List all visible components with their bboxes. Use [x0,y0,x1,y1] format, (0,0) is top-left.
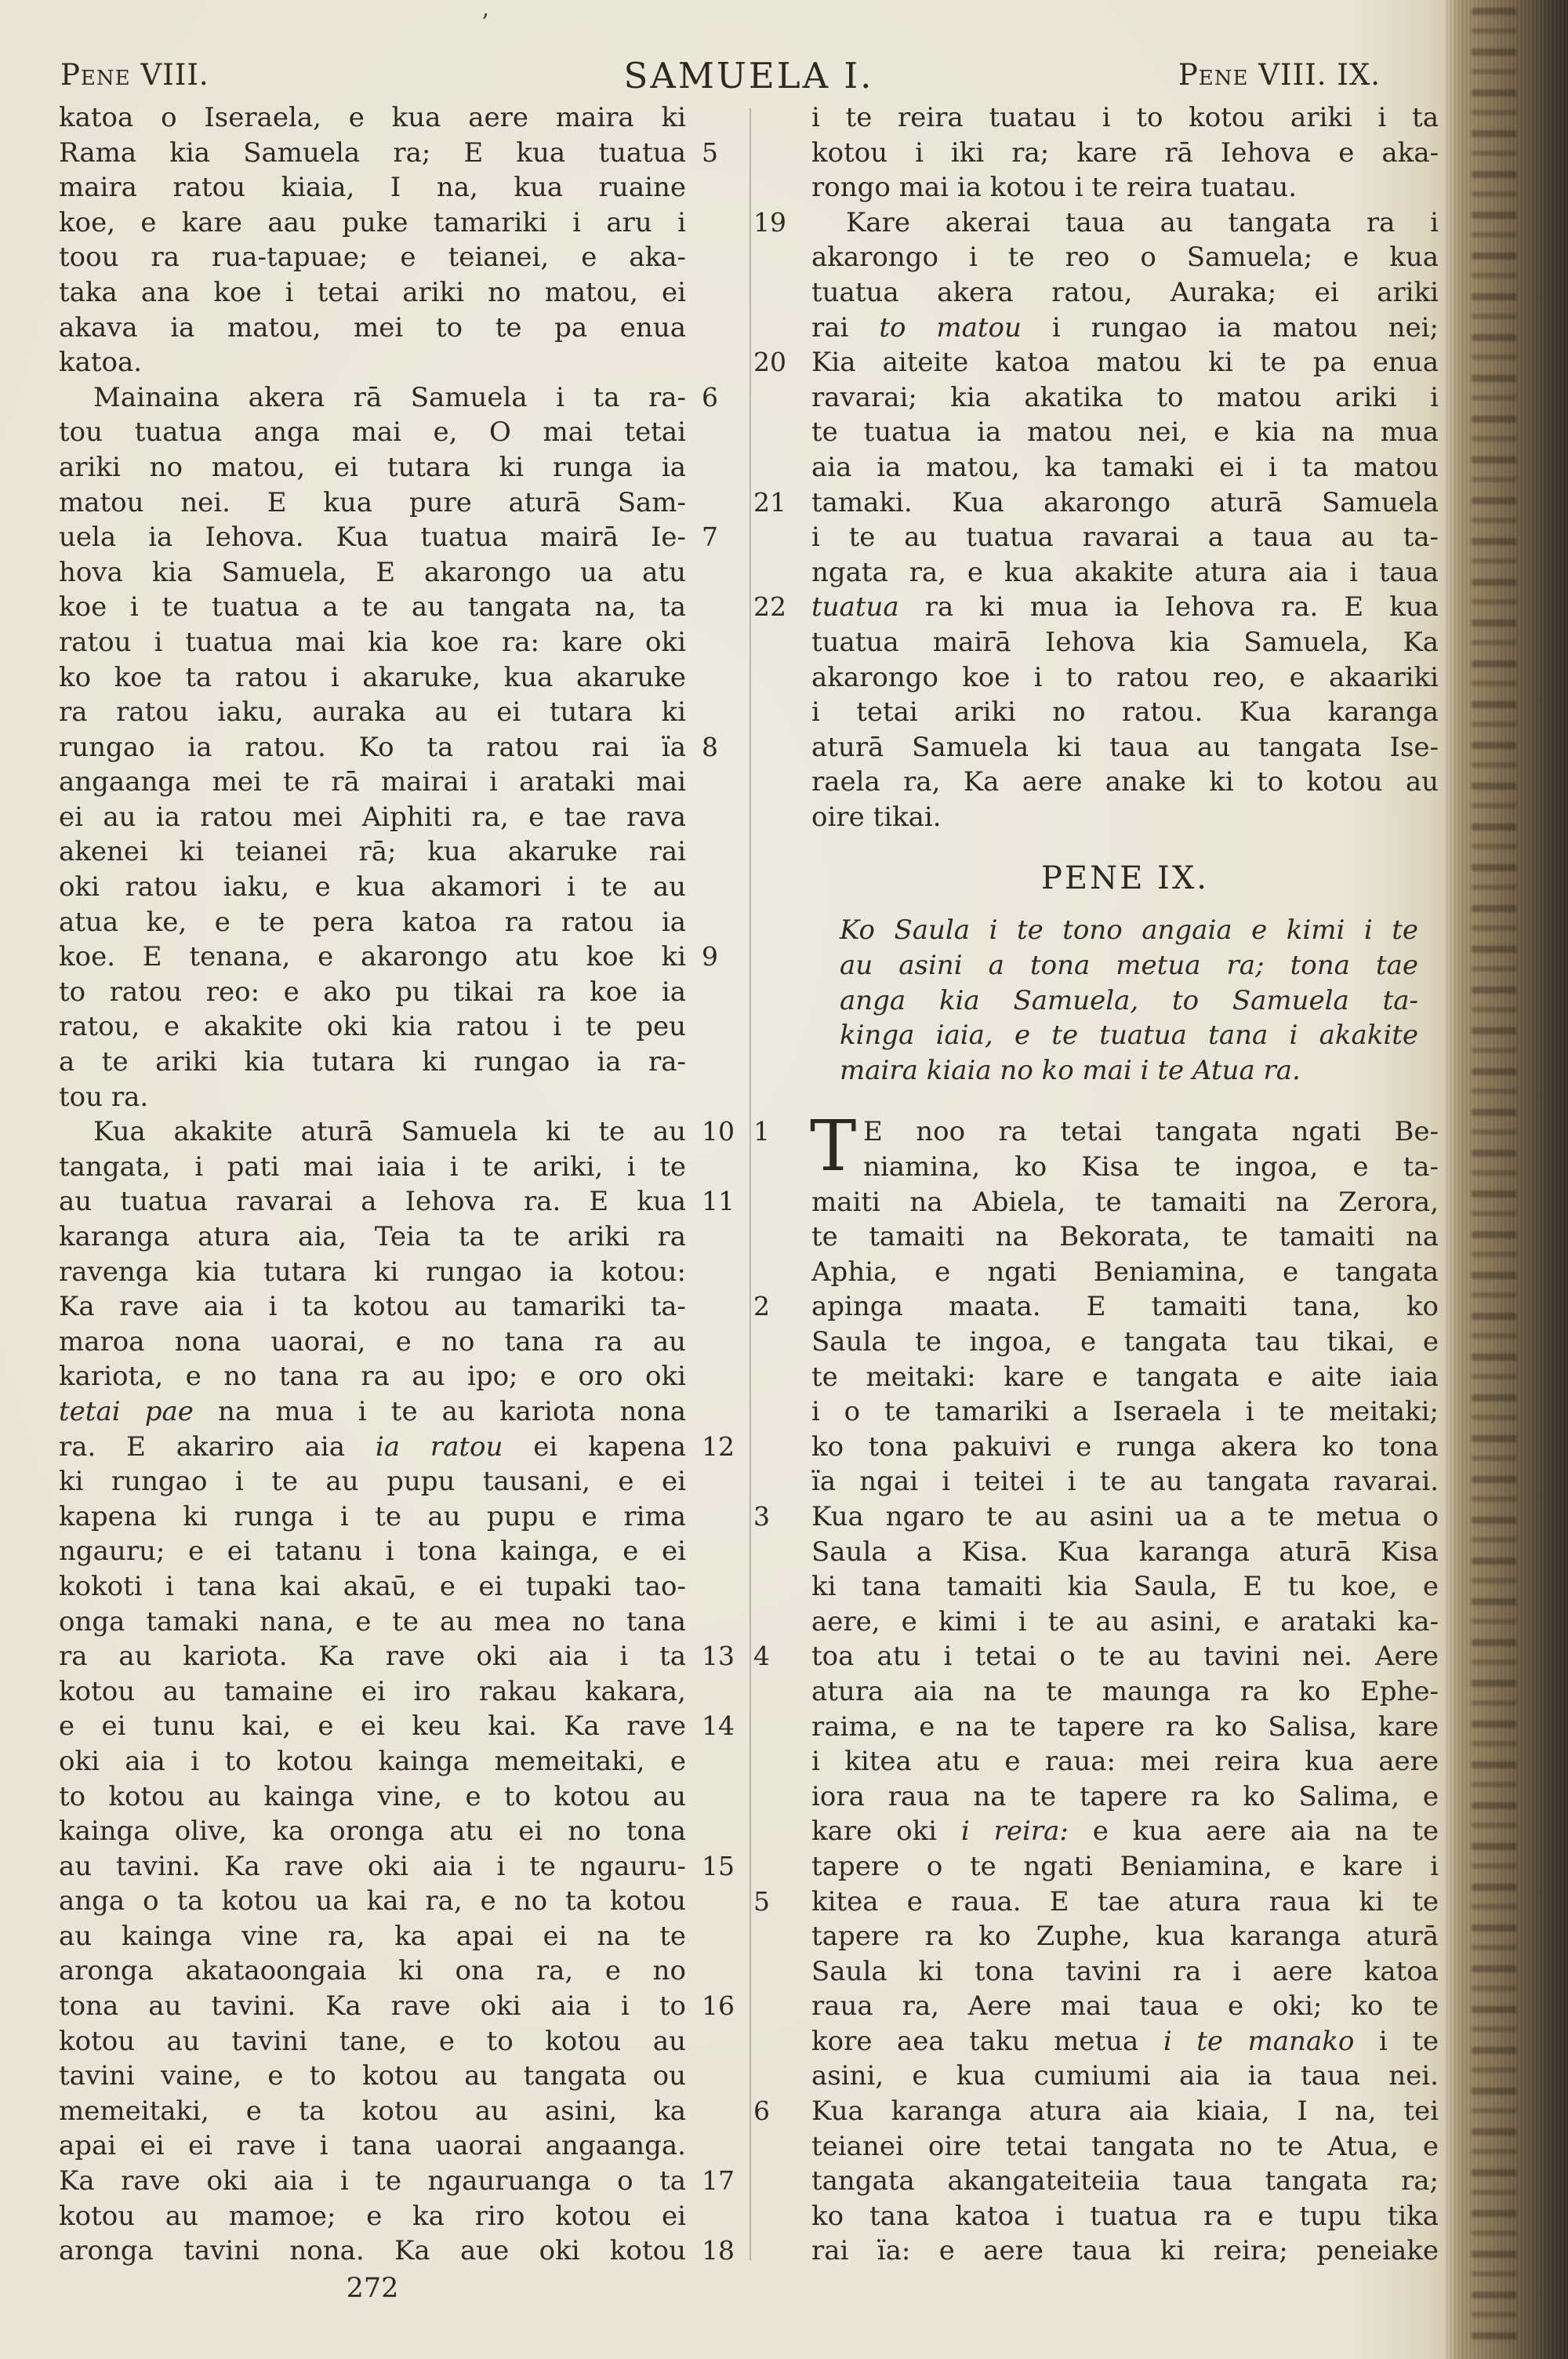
verse-number: 16 [702,1990,735,2022]
text-line: uela ia Iehova. Kua tuatua mairā Ie- 7 [59,520,686,555]
text-line: ïa ngai i teitei i te au tangata ravarai. [811,1466,1439,1498]
verse-number: 2 [753,1291,770,1322]
vertical-spacer [811,902,1439,913]
text-line: au tavini. Ka rave oki aia i te ngauru- 15 [59,1849,686,1885]
text-line: ki rungao i te au pupu tausani, e ei [59,1466,686,1498]
text-line: matou nei. E kua pure aturā Sam- [59,486,686,518]
text-line: akarongo koe i to ratou reo, e akaariki [811,661,1439,693]
text-line: oire tikai. [811,801,942,833]
text-line: i tetai ariki no ratou. Kua karanga [811,696,1439,729]
verse-number: 6 [753,2095,770,2127]
text-line: au asini a tona metua ra; tona tae [840,950,1418,982]
text-line: anga o ta kotou ua kai ra, e no ta kotou [59,1885,686,1917]
verse-number: 15 [702,1850,735,1881]
verse-number: 21 [753,486,786,518]
text-line: rongo mai ia kotou i te reira tuatau. [811,172,1298,204]
verse-number: 4 [753,1641,770,1672]
verse-number: 3 [753,1500,770,1532]
verse-number: 14 [702,1710,735,1742]
text-line: au kainga vine ra, ka apai ei na te [59,1920,686,1952]
text-line: ko tana katoa i tuatua ra e tupu tika [811,2200,1439,2232]
text-line: i te au tuatua ravarai a taua au ta- [811,522,1439,554]
text-line: Ka rave oki aia i te ngauruanga o ta 17 [59,2164,686,2199]
text-line: atua ke, e te pera katoa ra ratou ia [59,906,686,938]
text-line: T E noo ra tetai tangata ngati Be- 1 [753,1105,1439,1187]
text-line: raima, e na te tapere ra ko Salisa, kare [811,1710,1439,1743]
text-line: ariki no matou, ei tutara ki runga ia [59,451,686,483]
verse-number: 17 [702,2165,735,2197]
header-book-title: SAMUELA I. [623,55,874,96]
text-line: ko koe ta ratou i akaruke, kua akaruke [59,661,686,693]
text-line: i o te tamariki a Iseraela i te meitaki; [811,1396,1439,1428]
text-line: maira ratou kiaia, I na, kua ruaine [59,172,686,204]
text-line: teianei oire tetai tangata no te Atua, e [811,2130,1439,2162]
verse-number: 7 [702,522,718,553]
text-line: rai ïa: e aere taua ki reira; peneiake [811,2235,1439,2267]
text-line: kokoti i tana kai akaū, e ei tupaki tao- [59,1570,686,1602]
text-line: rai to matou i rungao ia matou nei; [811,311,1439,343]
text-line: ei au ia ratou mei Aiphiti ra, e tae rava [59,801,686,833]
text-line: ko tona pakuivi e runga akera ko tona [811,1430,1439,1463]
text-line: iora raua na te tapere ra ko Salima, e [811,1780,1439,1812]
chapter-heading: PENE IX. [1040,860,1210,897]
verse-number: 5 [702,136,718,168]
text-line: taka ana koe i tetai ariki no matou, ei [59,276,686,308]
text-line: ra ratou iaku, auraka au ei tutara ki [59,696,686,729]
text-line: Saula ki tona tavini ra i aere katoa [811,1955,1439,1987]
text-line: oki ratou iaku, e kua akamori i te au [59,871,686,903]
verse-number: 20 [753,347,786,378]
text-line: ratou i tuatua mai kia koe ra: kare oki [59,626,686,658]
vertical-spacer [811,1088,1439,1114]
stray-ink-mark: ’ [481,9,489,37]
vertical-spacer [811,834,1439,855]
text-line: tamaki. Kua akarongo aturā Samuela 21 [811,485,1439,521]
text-line: atura aia na te maunga ra ko Ephe- [811,1675,1439,1707]
text-line: katoa. [59,347,143,379]
text-line: ravenga kia tutara ki rungao ia kotou: [59,1256,686,1288]
text-line: onga tamaki nana, e te au mea no tana [59,1605,686,1637]
text-line: kotou au tamaine ei iro rakau kakara, [59,1675,686,1707]
text-line: kotou i iki ra; kare rā Iehova e aka- [811,136,1439,169]
page-header [59,55,1439,102]
text-line: i kitea atu e raua: mei reira kua aere [811,1746,1439,1778]
text-line: rungao ia ratou. Ko ta ratou rai ïa 8 [59,730,686,765]
verse-number: 22 [753,591,786,623]
text-line: te meitaki: kare e tangata e aite iaia [811,1361,1439,1393]
text-line: ngauru; e ei tatanu i tona kainga, e ei [59,1536,686,1568]
text-line: Kua karanga atura aia kiaia, I na, tei 6 [811,2094,1439,2129]
text-line: hova kia Samuela, E akarongo ua atu [59,556,686,588]
text-line: tuatua akera ratou, Auraka; ei ariki [811,276,1439,308]
text-line: ngata ra, e kua akakite atura aia i taua [811,556,1439,588]
verse-number: 12 [702,1430,735,1462]
text-line: Kua ngaro te au asini ua a te metua o 3 [811,1499,1439,1535]
text-line: tuatua mairā Iehova kia Samuela, Ka [811,626,1439,658]
text-line: tapere o te ngati Beniamina, e kare i [811,1850,1439,1882]
text-line: Mainaina akera rā Samuela i ta ra- 6 [59,380,686,416]
text-line: a te ariki kia tutara ki rungao ia ra- [59,1046,686,1078]
verse-number: 1 [753,1116,770,1147]
text-line: karanga atura aia, Teia ta te ariki ra [59,1221,686,1252]
text-line: toou ra rua-tapuae; e teianei, e aka- [59,242,686,274]
verse-number: 8 [702,731,718,762]
text-line: koe. E tenana, e akarongo atu koe ki 9 [59,940,686,975]
text-line: ravarai; kia akatika to matou ariki i [811,381,1439,413]
text-line: to kotou au kainga vine, e to kotou au [59,1780,686,1812]
header-left-folio: Pene VIII. [60,58,209,92]
text-line: koe i te tuatua a te au tangata na, ta [59,591,686,623]
text-line: tou tuatua anga mai e, O mai tetai [59,416,686,449]
text-line: maira kiaia no ko mai i te Atua ra. [840,1054,1301,1086]
text-line: raela ra, Ka aere anake ki to kotou au [811,766,1439,798]
drop-cap: T [810,1105,857,1187]
text-line: Kia aiteite katoa matou ki te pa enua 20 [811,345,1439,380]
verse-number: 5 [753,1885,770,1917]
text-line: kainga olive, ka oronga atu ei no tona [59,1816,686,1848]
text-line: Ko Saula i te tono angaia e kimi i te [840,914,1418,947]
text-line: asini, e kua cumiumi aia ia taua nei. [811,2060,1439,2092]
text-line: kotou au mamoe; e ka riro kotou ei [59,2200,686,2232]
text-line: akenei ki teianei rā; kua akaruke rai [59,836,686,868]
text-line: Saula te ingoa, e tangata tau tikai, e [811,1326,1439,1358]
text-line: niamina, ko Kisa te ingoa, e ta- [863,1151,1439,1183]
text-line: tapere ra ko Zuphe, kua karanga aturā [811,1921,1439,1953]
verse-number: 9 [702,941,718,972]
verse-number: 18 [702,2235,735,2266]
right-text-column [753,100,1439,2269]
text-line: kinga iaia, e te tuatua tana i akakite [840,1020,1418,1052]
text-line: tuatua ra ki mua ia Iehova ra. E kua 22 [811,590,1439,625]
text-line: ratou, e akakite oki kia ratou i te peu [59,1011,686,1043]
text-line: maiti na Abiela, te tamaiti na Zerora, [811,1186,1439,1218]
text-line: kore aea taku metua i te manako i te [811,2025,1439,2057]
text-line: ra. E akariro aia ia ratou ei kapena 12 [59,1430,686,1465]
text-line: oki aia i to kotou kainga memeitaki, e [59,1745,686,1777]
text-line: toa atu i tetai o te au tavini nei. Aere 4 [811,1639,1439,1674]
text-line: ra au kariota. Ka rave oki aia i ta 13 [59,1639,686,1674]
text-line: kariota, e no tana ra au ipo; e oro oki [59,1361,686,1393]
book-fore-edge [1444,0,1568,2359]
text-line: te tamaiti na Bekorata, te tamaiti na [811,1221,1439,1253]
text-line: tavini vaine, e to kotou au tangata ou [59,2060,686,2092]
text-line: Kua akakite aturā Samuela ki te au 10 [59,1114,686,1150]
left-text-column [59,100,735,2269]
text-line: aturā Samuela ki taua au tangata Ise- [811,731,1439,763]
verse-number: 13 [702,1641,735,1672]
text-line: tangata, i pati mai iaia i te ariki, i te [59,1150,686,1183]
text-line: tetai pae na mua i te au kariota nona [59,1395,687,1427]
text-line: raua ra, Aere mai taua e oki; ko te [811,1990,1439,2023]
verse-number: 10 [702,1116,735,1147]
text-line: to ratou reo: e ako pu tikai ra koe ia [59,976,686,1008]
text-line: i te reira tuatau i to kotou ariki i ta [811,102,1439,133]
text-line: koe, e kare aau puke tamariki i aru i [59,206,686,238]
text-line: tona au tavini. Ka rave oki aia i to 16 [59,1989,686,2024]
text-line: tou ra. [59,1081,149,1113]
text-line: kitea e raua. E tae atura raua ki te 5 [811,1885,1439,1920]
verse-number: 11 [702,1186,735,1217]
text-line: tangata akangateiteiia taua tangata ra; [811,2165,1439,2197]
text-line: Saula a Kisa. Kua karanga aturā Kisa [811,1536,1439,1568]
text-line: Aphia, e ngati Beniamina, e tangata [811,1256,1439,1288]
verse-number: 6 [702,381,718,413]
text-line: apai ei ei rave i tana uaorai angaanga. [59,2130,686,2162]
text-line: aere, e kimi i te au asini, e arataki ka- [811,1605,1439,1637]
text-line: Rama kia Samuela ra; E kua tuatua 5 [59,136,686,171]
text-line: aronga tavini nona. Ka aue oki kotou 18 [59,2234,686,2269]
text-line: kapena ki runga i te au pupu e rima [59,1500,686,1532]
text-line: Kare akerai taua au tangata ra i 19 [811,205,1439,241]
text-line: aia ia matou, ka tamaki ei i ta matou [811,451,1439,483]
text-line: e ei tunu kai, e ei keu kai. Ka rave 14 [59,1709,686,1744]
text-line: kare oki i reira: e kua aere aia na te [811,1816,1439,1848]
text-line: katoa o Iseraela, e kua aere maira ki [59,102,686,133]
page-number: 272 [346,2273,399,2304]
text-line: te tuatua ia matou nei, e kia na mua [811,416,1439,449]
text-line: maroa nona uaorai, e no tana ra au [59,1325,686,1358]
text-line: Ka rave aia i ta kotou au tamariki ta- [59,1291,686,1323]
verse-number: 19 [753,206,786,238]
header-right-folio: Pene VIII. IX. [1178,58,1381,92]
text-line: memeitaki, e ta kotou au asini, ka [59,2095,686,2127]
text-line: ki tana tamaiti kia Saula, E tu koe, e [811,1571,1439,1603]
text-line: apinga maata. E tamaiti tana, ko 2 [811,1289,1439,1325]
text-line: akarongo i te reo o Samuela; e kua [811,242,1439,274]
text-line: akava ia matou, mei to te pa enua [59,311,686,343]
text-line: anga kia Samuela, to Samuela ta- [840,984,1418,1016]
text-line: aronga akataoongaia ki ona ra, e no [59,1955,686,1987]
text-line: angaanga mei te rā mairai i arataki mai [59,766,686,798]
text-line: au tuatua ravarai a Iehova ra. E kua 11 [59,1184,686,1219]
text-line: kotou au tavini tane, e to kotou au [59,2025,686,2057]
